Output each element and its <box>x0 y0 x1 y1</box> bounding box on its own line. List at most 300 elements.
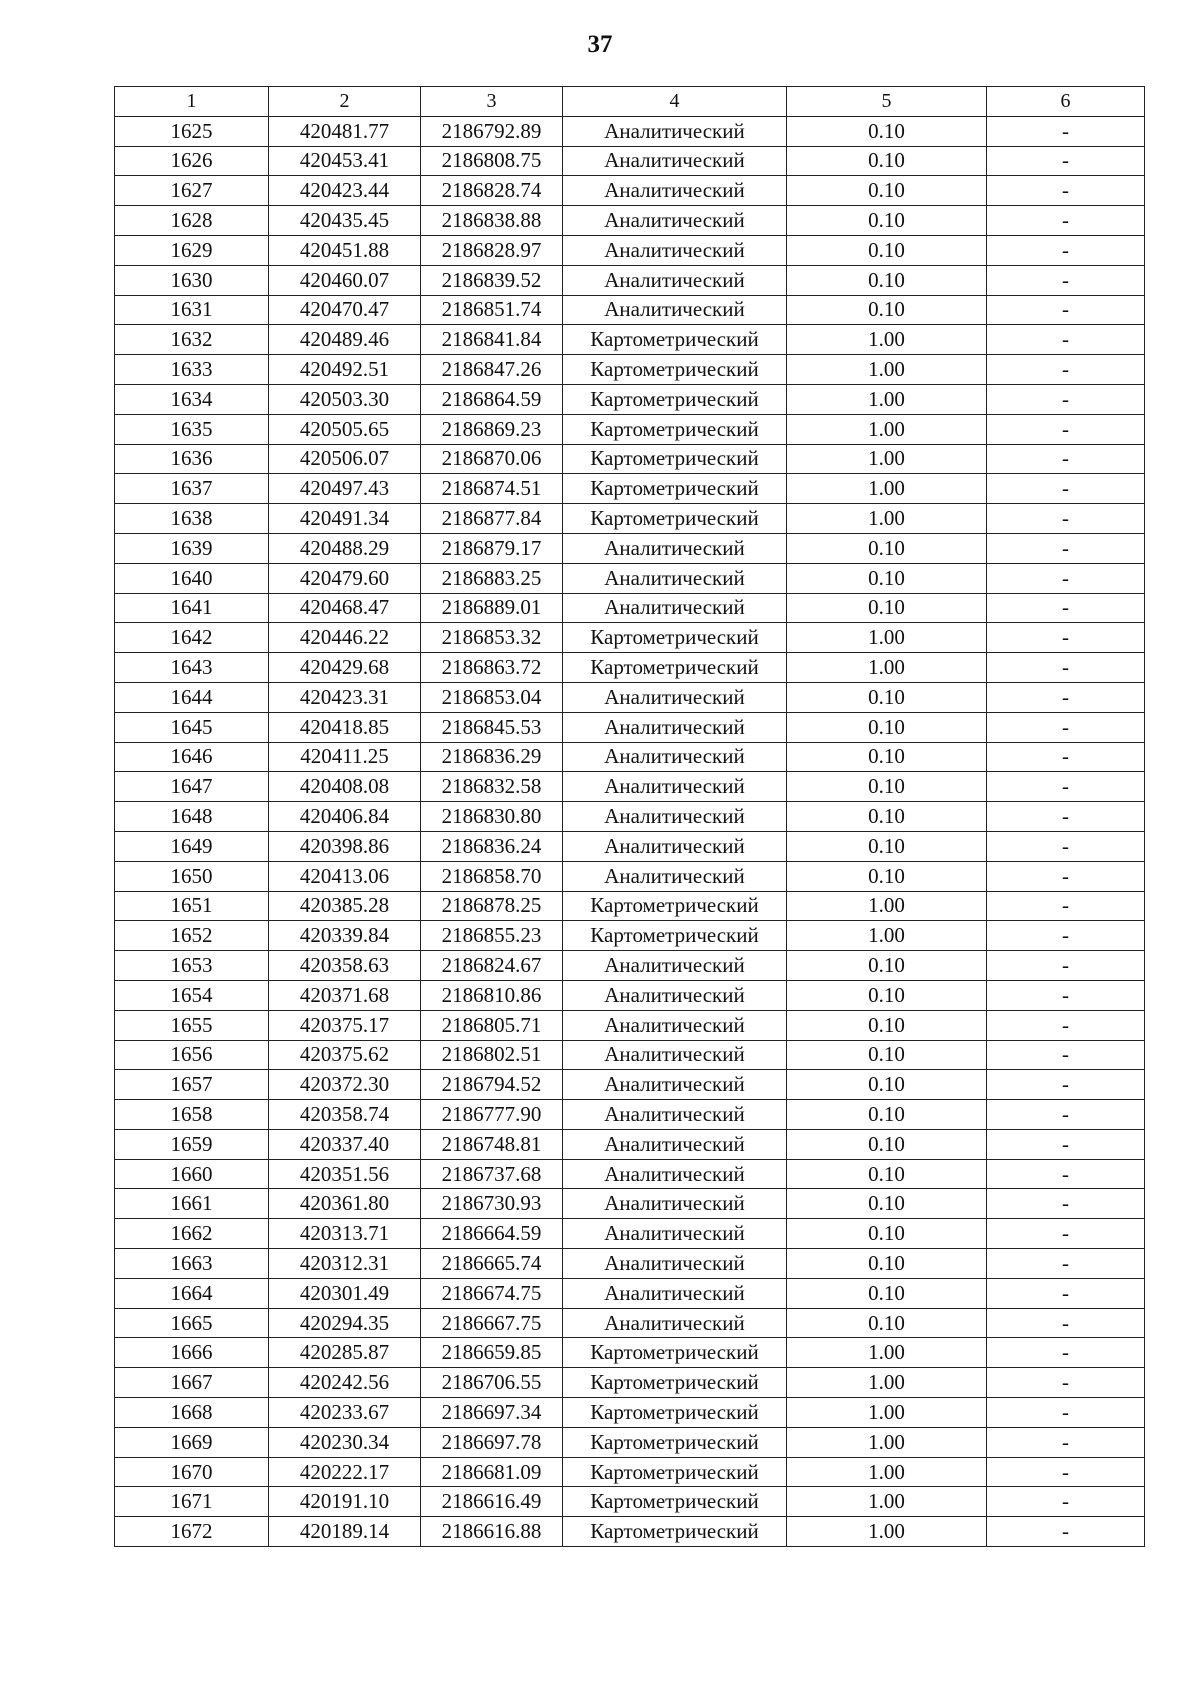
accuracy-cell: 0.10 <box>787 116 987 146</box>
column-header-5: 5 <box>787 87 987 117</box>
table-row <box>115 742 1145 772</box>
method-cell: Аналитический <box>563 772 787 802</box>
y-coordinate-cell: 2186855.23 <box>421 921 563 951</box>
x-coordinate-cell: 420423.44 <box>269 176 421 206</box>
method-cell: Картометрический <box>563 504 787 534</box>
x-coordinate-cell: 420337.40 <box>269 1129 421 1159</box>
accuracy-cell: 0.10 <box>787 206 987 236</box>
y-coordinate-cell: 2186794.52 <box>421 1070 563 1100</box>
table-row <box>115 1368 1145 1398</box>
accuracy-cell: 0.10 <box>787 980 987 1010</box>
y-coordinate-cell: 2186878.25 <box>421 891 563 921</box>
y-coordinate-cell: 2186863.72 <box>421 653 563 683</box>
y-coordinate-cell: 2186874.51 <box>421 474 563 504</box>
method-cell: Картометрический <box>563 623 787 653</box>
x-coordinate-cell: 420492.51 <box>269 355 421 385</box>
accuracy-cell: 1.00 <box>787 653 987 683</box>
point-number-cell: 1670 <box>115 1457 269 1487</box>
accuracy-cell: 0.10 <box>787 295 987 325</box>
point-number-cell: 1649 <box>115 831 269 861</box>
point-number-cell: 1631 <box>115 295 269 325</box>
method-cell: Аналитический <box>563 742 787 772</box>
method-cell: Аналитический <box>563 235 787 265</box>
point-number-cell: 1628 <box>115 206 269 236</box>
x-coordinate-cell: 420358.63 <box>269 951 421 981</box>
table-row <box>115 1308 1145 1338</box>
y-coordinate-cell: 2186838.88 <box>421 206 563 236</box>
note-cell: - <box>987 176 1145 206</box>
x-coordinate-cell: 420408.08 <box>269 772 421 802</box>
y-coordinate-cell: 2186777.90 <box>421 1100 563 1130</box>
table-row <box>115 1189 1145 1219</box>
table-row <box>115 1427 1145 1457</box>
accuracy-cell: 1.00 <box>787 1398 987 1428</box>
column-header-6: 6 <box>987 87 1145 117</box>
point-number-cell: 1660 <box>115 1159 269 1189</box>
y-coordinate-cell: 2186697.34 <box>421 1398 563 1428</box>
note-cell: - <box>987 1219 1145 1249</box>
table-row <box>115 682 1145 712</box>
method-cell: Аналитический <box>563 146 787 176</box>
note-cell: - <box>987 206 1145 236</box>
method-cell: Картометрический <box>563 891 787 921</box>
note-cell: - <box>987 146 1145 176</box>
table-row <box>115 623 1145 653</box>
point-number-cell: 1644 <box>115 682 269 712</box>
point-number-cell: 1625 <box>115 116 269 146</box>
accuracy-cell: 0.10 <box>787 1129 987 1159</box>
method-cell: Картометрический <box>563 1517 787 1547</box>
table-row <box>115 146 1145 176</box>
method-cell: Аналитический <box>563 980 787 1010</box>
accuracy-cell: 0.10 <box>787 1040 987 1070</box>
note-cell: - <box>987 325 1145 355</box>
accuracy-cell: 1.00 <box>787 384 987 414</box>
y-coordinate-cell: 2186858.70 <box>421 861 563 891</box>
point-number-cell: 1661 <box>115 1189 269 1219</box>
point-number-cell: 1647 <box>115 772 269 802</box>
x-coordinate-cell: 420285.87 <box>269 1338 421 1368</box>
note-cell: - <box>987 1159 1145 1189</box>
note-cell: - <box>987 1070 1145 1100</box>
y-coordinate-cell: 2186805.71 <box>421 1010 563 1040</box>
method-cell: Аналитический <box>563 593 787 623</box>
table-row <box>115 1278 1145 1308</box>
method-cell: Аналитический <box>563 563 787 593</box>
note-cell: - <box>987 1308 1145 1338</box>
method-cell: Картометрический <box>563 1398 787 1428</box>
note-cell: - <box>987 891 1145 921</box>
x-coordinate-cell: 420489.46 <box>269 325 421 355</box>
y-coordinate-cell: 2186877.84 <box>421 504 563 534</box>
method-cell: Аналитический <box>563 265 787 295</box>
x-coordinate-cell: 420423.31 <box>269 682 421 712</box>
note-cell: - <box>987 772 1145 802</box>
table-row <box>115 265 1145 295</box>
x-coordinate-cell: 420479.60 <box>269 563 421 593</box>
table-row <box>115 951 1145 981</box>
point-number-cell: 1639 <box>115 533 269 563</box>
table-row <box>115 861 1145 891</box>
accuracy-cell: 1.00 <box>787 891 987 921</box>
table-row <box>115 712 1145 742</box>
y-coordinate-cell: 2186836.29 <box>421 742 563 772</box>
note-cell: - <box>987 355 1145 385</box>
accuracy-cell: 1.00 <box>787 1487 987 1517</box>
note-cell: - <box>987 1457 1145 1487</box>
note-cell: - <box>987 802 1145 832</box>
y-coordinate-cell: 2186659.85 <box>421 1338 563 1368</box>
point-number-cell: 1665 <box>115 1308 269 1338</box>
method-cell: Картометрический <box>563 653 787 683</box>
accuracy-cell: 0.10 <box>787 146 987 176</box>
point-number-cell: 1671 <box>115 1487 269 1517</box>
note-cell: - <box>987 1517 1145 1547</box>
point-number-cell: 1667 <box>115 1368 269 1398</box>
method-cell: Картометрический <box>563 1338 787 1368</box>
y-coordinate-cell: 2186667.75 <box>421 1308 563 1338</box>
accuracy-cell: 0.10 <box>787 712 987 742</box>
y-coordinate-cell: 2186665.74 <box>421 1249 563 1279</box>
x-coordinate-cell: 420506.07 <box>269 444 421 474</box>
method-cell: Аналитический <box>563 1278 787 1308</box>
y-coordinate-cell: 2186836.24 <box>421 831 563 861</box>
table-row <box>115 414 1145 444</box>
point-number-cell: 1657 <box>115 1070 269 1100</box>
table-row <box>115 355 1145 385</box>
table-row <box>115 295 1145 325</box>
accuracy-cell: 0.10 <box>787 1189 987 1219</box>
y-coordinate-cell: 2186889.01 <box>421 593 563 623</box>
x-coordinate-cell: 420429.68 <box>269 653 421 683</box>
accuracy-cell: 0.10 <box>787 831 987 861</box>
y-coordinate-cell: 2186869.23 <box>421 414 563 444</box>
accuracy-cell: 0.10 <box>787 861 987 891</box>
method-cell: Аналитический <box>563 1040 787 1070</box>
x-coordinate-cell: 420468.47 <box>269 593 421 623</box>
table-row <box>115 1070 1145 1100</box>
method-cell: Аналитический <box>563 712 787 742</box>
x-coordinate-cell: 420294.35 <box>269 1308 421 1338</box>
x-coordinate-cell: 420375.17 <box>269 1010 421 1040</box>
y-coordinate-cell: 2186828.74 <box>421 176 563 206</box>
x-coordinate-cell: 420189.14 <box>269 1517 421 1547</box>
x-coordinate-cell: 420453.41 <box>269 146 421 176</box>
x-coordinate-cell: 420411.25 <box>269 742 421 772</box>
accuracy-cell: 0.10 <box>787 1070 987 1100</box>
y-coordinate-cell: 2186616.88 <box>421 1517 563 1547</box>
x-coordinate-cell: 420351.56 <box>269 1159 421 1189</box>
note-cell: - <box>987 742 1145 772</box>
x-coordinate-cell: 420191.10 <box>269 1487 421 1517</box>
x-coordinate-cell: 420233.67 <box>269 1398 421 1428</box>
note-cell: - <box>987 1487 1145 1517</box>
x-coordinate-cell: 420242.56 <box>269 1368 421 1398</box>
table-row <box>115 235 1145 265</box>
y-coordinate-cell: 2186828.97 <box>421 235 563 265</box>
table-row <box>115 1010 1145 1040</box>
x-coordinate-cell: 420435.45 <box>269 206 421 236</box>
note-cell: - <box>987 235 1145 265</box>
accuracy-cell: 0.10 <box>787 1308 987 1338</box>
x-coordinate-cell: 420375.62 <box>269 1040 421 1070</box>
method-cell: Аналитический <box>563 1308 787 1338</box>
accuracy-cell: 1.00 <box>787 1368 987 1398</box>
accuracy-cell: 1.00 <box>787 921 987 951</box>
header-row <box>115 87 1145 117</box>
method-cell: Картометрический <box>563 444 787 474</box>
table-row <box>115 325 1145 355</box>
table-row <box>115 1100 1145 1130</box>
method-cell: Аналитический <box>563 1249 787 1279</box>
x-coordinate-cell: 420358.74 <box>269 1100 421 1130</box>
y-coordinate-cell: 2186864.59 <box>421 384 563 414</box>
point-number-cell: 1640 <box>115 563 269 593</box>
note-cell: - <box>987 295 1145 325</box>
accuracy-cell: 0.10 <box>787 1219 987 1249</box>
table-row <box>115 563 1145 593</box>
table-row <box>115 444 1145 474</box>
y-coordinate-cell: 2186802.51 <box>421 1040 563 1070</box>
method-cell: Картометрический <box>563 414 787 444</box>
coordinates-table <box>114 86 1145 1547</box>
accuracy-cell: 1.00 <box>787 504 987 534</box>
note-cell: - <box>987 712 1145 742</box>
x-coordinate-cell: 420505.65 <box>269 414 421 444</box>
method-cell: Аналитический <box>563 1010 787 1040</box>
point-number-cell: 1664 <box>115 1278 269 1308</box>
y-coordinate-cell: 2186830.80 <box>421 802 563 832</box>
note-cell: - <box>987 116 1145 146</box>
point-number-cell: 1629 <box>115 235 269 265</box>
note-cell: - <box>987 1129 1145 1159</box>
table-row <box>115 1338 1145 1368</box>
note-cell: - <box>987 533 1145 563</box>
point-number-cell: 1627 <box>115 176 269 206</box>
table-row <box>115 1129 1145 1159</box>
accuracy-cell: 0.10 <box>787 563 987 593</box>
method-cell: Картометрический <box>563 325 787 355</box>
y-coordinate-cell: 2186792.89 <box>421 116 563 146</box>
point-number-cell: 1635 <box>115 414 269 444</box>
accuracy-cell: 0.10 <box>787 772 987 802</box>
note-cell: - <box>987 1010 1145 1040</box>
note-cell: - <box>987 1189 1145 1219</box>
accuracy-cell: 1.00 <box>787 1457 987 1487</box>
x-coordinate-cell: 420385.28 <box>269 891 421 921</box>
x-coordinate-cell: 420312.31 <box>269 1249 421 1279</box>
y-coordinate-cell: 2186847.26 <box>421 355 563 385</box>
point-number-cell: 1642 <box>115 623 269 653</box>
note-cell: - <box>987 414 1145 444</box>
note-cell: - <box>987 1100 1145 1130</box>
note-cell: - <box>987 1427 1145 1457</box>
point-number-cell: 1645 <box>115 712 269 742</box>
accuracy-cell: 0.10 <box>787 1159 987 1189</box>
point-number-cell: 1630 <box>115 265 269 295</box>
y-coordinate-cell: 2186810.86 <box>421 980 563 1010</box>
x-coordinate-cell: 420470.47 <box>269 295 421 325</box>
accuracy-cell: 0.10 <box>787 176 987 206</box>
method-cell: Аналитический <box>563 831 787 861</box>
accuracy-cell: 1.00 <box>787 1427 987 1457</box>
method-cell: Аналитический <box>563 951 787 981</box>
y-coordinate-cell: 2186851.74 <box>421 295 563 325</box>
table-row <box>115 1457 1145 1487</box>
x-coordinate-cell: 420222.17 <box>269 1457 421 1487</box>
accuracy-cell: 1.00 <box>787 1517 987 1547</box>
accuracy-cell: 1.00 <box>787 623 987 653</box>
x-coordinate-cell: 420481.77 <box>269 116 421 146</box>
table-row <box>115 206 1145 236</box>
note-cell: - <box>987 474 1145 504</box>
x-coordinate-cell: 420230.34 <box>269 1427 421 1457</box>
table-row <box>115 980 1145 1010</box>
point-number-cell: 1653 <box>115 951 269 981</box>
y-coordinate-cell: 2186853.04 <box>421 682 563 712</box>
accuracy-cell: 0.10 <box>787 1100 987 1130</box>
note-cell: - <box>987 593 1145 623</box>
x-coordinate-cell: 420503.30 <box>269 384 421 414</box>
point-number-cell: 1651 <box>115 891 269 921</box>
y-coordinate-cell: 2186808.75 <box>421 146 563 176</box>
column-header-4: 4 <box>563 87 787 117</box>
table-row <box>115 891 1145 921</box>
y-coordinate-cell: 2186674.75 <box>421 1278 563 1308</box>
x-coordinate-cell: 420398.86 <box>269 831 421 861</box>
y-coordinate-cell: 2186664.59 <box>421 1219 563 1249</box>
column-header-2: 2 <box>269 87 421 117</box>
y-coordinate-cell: 2186824.67 <box>421 951 563 981</box>
note-cell: - <box>987 1249 1145 1279</box>
method-cell: Картометрический <box>563 1487 787 1517</box>
point-number-cell: 1650 <box>115 861 269 891</box>
y-coordinate-cell: 2186832.58 <box>421 772 563 802</box>
table-row <box>115 593 1145 623</box>
accuracy-cell: 1.00 <box>787 444 987 474</box>
accuracy-cell: 0.10 <box>787 1278 987 1308</box>
x-coordinate-cell: 420418.85 <box>269 712 421 742</box>
note-cell: - <box>987 1040 1145 1070</box>
point-number-cell: 1654 <box>115 980 269 1010</box>
accuracy-cell: 1.00 <box>787 1338 987 1368</box>
note-cell: - <box>987 563 1145 593</box>
table-row <box>115 1249 1145 1279</box>
method-cell: Картометрический <box>563 1427 787 1457</box>
accuracy-cell: 1.00 <box>787 355 987 385</box>
table-row <box>115 384 1145 414</box>
y-coordinate-cell: 2186616.49 <box>421 1487 563 1517</box>
method-cell: Аналитический <box>563 1070 787 1100</box>
accuracy-cell: 0.10 <box>787 682 987 712</box>
method-cell: Аналитический <box>563 802 787 832</box>
accuracy-cell: 0.10 <box>787 1010 987 1040</box>
note-cell: - <box>987 265 1145 295</box>
accuracy-cell: 0.10 <box>787 742 987 772</box>
table-row <box>115 533 1145 563</box>
method-cell: Картометрический <box>563 384 787 414</box>
column-header-3: 3 <box>421 87 563 117</box>
x-coordinate-cell: 420413.06 <box>269 861 421 891</box>
point-number-cell: 1626 <box>115 146 269 176</box>
method-cell: Аналитический <box>563 861 787 891</box>
method-cell: Аналитический <box>563 1189 787 1219</box>
y-coordinate-cell: 2186839.52 <box>421 265 563 295</box>
y-coordinate-cell: 2186879.17 <box>421 533 563 563</box>
note-cell: - <box>987 1398 1145 1428</box>
y-coordinate-cell: 2186737.68 <box>421 1159 563 1189</box>
table-row <box>115 1398 1145 1428</box>
note-cell: - <box>987 444 1145 474</box>
method-cell: Картометрический <box>563 1457 787 1487</box>
note-cell: - <box>987 653 1145 683</box>
x-coordinate-cell: 420460.07 <box>269 265 421 295</box>
point-number-cell: 1663 <box>115 1249 269 1279</box>
method-cell: Аналитический <box>563 176 787 206</box>
y-coordinate-cell: 2186681.09 <box>421 1457 563 1487</box>
point-number-cell: 1658 <box>115 1100 269 1130</box>
y-coordinate-cell: 2186748.81 <box>421 1129 563 1159</box>
note-cell: - <box>987 831 1145 861</box>
point-number-cell: 1636 <box>115 444 269 474</box>
table-row <box>115 802 1145 832</box>
note-cell: - <box>987 861 1145 891</box>
x-coordinate-cell: 420446.22 <box>269 623 421 653</box>
y-coordinate-cell: 2186730.93 <box>421 1189 563 1219</box>
note-cell: - <box>987 384 1145 414</box>
point-number-cell: 1669 <box>115 1427 269 1457</box>
method-cell: Аналитический <box>563 116 787 146</box>
method-cell: Аналитический <box>563 1219 787 1249</box>
point-number-cell: 1633 <box>115 355 269 385</box>
method-cell: Аналитический <box>563 295 787 325</box>
y-coordinate-cell: 2186841.84 <box>421 325 563 355</box>
method-cell: Аналитический <box>563 206 787 236</box>
y-coordinate-cell: 2186883.25 <box>421 563 563 593</box>
table-row <box>115 474 1145 504</box>
point-number-cell: 1662 <box>115 1219 269 1249</box>
method-cell: Аналитический <box>563 1159 787 1189</box>
table-row <box>115 176 1145 206</box>
x-coordinate-cell: 420339.84 <box>269 921 421 951</box>
accuracy-cell: 1.00 <box>787 325 987 355</box>
x-coordinate-cell: 420301.49 <box>269 1278 421 1308</box>
point-number-cell: 1648 <box>115 802 269 832</box>
table-row <box>115 921 1145 951</box>
table-row <box>115 504 1145 534</box>
accuracy-cell: 0.10 <box>787 235 987 265</box>
note-cell: - <box>987 504 1145 534</box>
column-header-1: 1 <box>115 87 269 117</box>
table-row <box>115 116 1145 146</box>
note-cell: - <box>987 980 1145 1010</box>
point-number-cell: 1655 <box>115 1010 269 1040</box>
point-number-cell: 1659 <box>115 1129 269 1159</box>
point-number-cell: 1668 <box>115 1398 269 1428</box>
note-cell: - <box>987 1368 1145 1398</box>
x-coordinate-cell: 420491.34 <box>269 504 421 534</box>
accuracy-cell: 0.10 <box>787 802 987 832</box>
note-cell: - <box>987 1338 1145 1368</box>
page-number: 37 <box>587 31 613 58</box>
point-number-cell: 1666 <box>115 1338 269 1368</box>
accuracy-cell: 0.10 <box>787 1249 987 1279</box>
table-row <box>115 1487 1145 1517</box>
point-number-cell: 1638 <box>115 504 269 534</box>
table-row <box>115 1040 1145 1070</box>
point-number-cell: 1672 <box>115 1517 269 1547</box>
accuracy-cell: 0.10 <box>787 951 987 981</box>
